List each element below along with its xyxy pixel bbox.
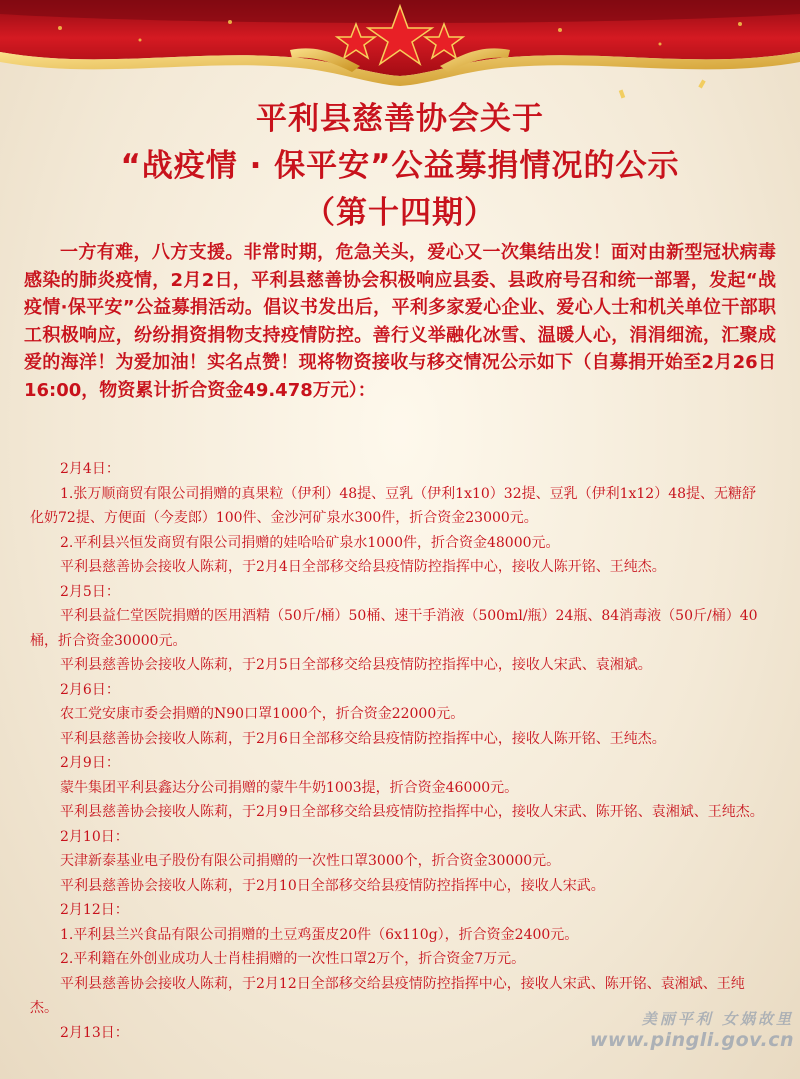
entry-text: 平利县慈善协会接收人陈莉，于2月9日全部移交给县疫情防控指挥中心，接收人宋武、陈开铭、袁湘斌、王纯杰。 (60, 804, 764, 820)
entry-date: 2月12日： (60, 902, 129, 918)
entry-date: 2月5日： (60, 583, 120, 600)
entry-text: 平利县慈善协会接收人陈莉，于2月10日全部移交给县疫情防控指挥中心，接收人宋武。 (60, 877, 605, 894)
intro-paragraph: 一方有难，八方支援。非常时期，危急关头，爱心又一次集结出发！面对由新型冠状病毒感染的肺炎疫情，2月2日，平利县慈善协会积极响应县委、县政府号召和统一部署，发起“战疫情·保平安”公益募捐活动。倡议书发出后，平利多家爱心企业、爱心人士和机关单位干部职工积极响应，纷纷捐资捐物支持疫情防控。善行义举融化冰雪、温暖人心，涓涓细流，汇聚成爱的海洋！为爱加油！实名点赞！现将物资接收与移交情况公示如下（自募捐开始至2月26日16:00，物资累计折合资金49.478万元）： (24, 242, 776, 401)
entry-text: 蒙牛集团平利县鑫达分公司捐赠的蒙牛牛奶1003提，折合资金46000元。 (60, 779, 519, 796)
entry-text: 农工党安康市委会捐赠的N90口罩1000个，折合资金22000元。 (60, 706, 465, 722)
entry-date: 2月4日： (60, 461, 120, 477)
entry-text: 平利县慈善协会接收人陈莉，于2月6日全部移交给县疫情防控指挥中心，接收人陈开铭、王纯杰。 (60, 730, 666, 747)
entry-text: 2.平利县兴恒发商贸有限公司捐赠的娃哈哈矿泉水1000件，折合资金48000元。 (60, 534, 560, 551)
entry-text: 平利县益仁堂医院捐赠的医用酒精（50斤/桶）50桶、速干手消液（500ml/瓶）24瓶、84消毒液（50斤/桶）40桶，折合资金30000元。 (30, 608, 758, 649)
title-line-2: “战疫情 · 保平安”公益募捐情况的公示 (120, 148, 680, 184)
watermark-url: www.pingli.gov.cn (589, 1029, 794, 1051)
watermark-slogan: 美丽平利 女娲故里 (641, 1010, 794, 1028)
notice-title (0, 96, 800, 237)
entry-text: 2.平利籍在外创业成功人士肖桂捐赠的一次性口罩2万个，折合资金7万元。 (60, 951, 526, 967)
entry-date: 2月13日： (60, 1024, 129, 1041)
entry-text: 平利县慈善协会接收人陈莉，于2月4日全部移交给县疫情防控指挥中心，接收人陈开铭、王纯杰。 (60, 559, 666, 575)
entry-date: 2月9日： (60, 755, 120, 771)
title-line-1: 平利县慈善协会关于 (256, 101, 544, 137)
entry-text: 平利县慈善协会接收人陈莉，于2月5日全部移交给县疫情防控指挥中心，接收人宋武、袁湘斌。 (60, 657, 652, 673)
red-ribbon-banner (0, 0, 800, 100)
entry-text: 1.张万顺商贸有限公司捐赠的真果粒（伊利）48提、豆乳（伊利1x10）32提、豆乳（伊利1x12）48提、无糖舒化奶72提、方便面（今麦郎）100件、金沙河矿泉水300件，折合资金23000元。 (30, 485, 757, 526)
entry-date: 2月6日： (60, 681, 120, 698)
entry-text: 1.平利县兰兴食品有限公司捐赠的土豆鸡蛋皮20件（6x110g），折合资金2400元。 (60, 926, 579, 943)
site-watermark (590, 1008, 794, 1051)
title-line-3: （第十四期） (304, 195, 496, 231)
donation-entries (30, 457, 770, 1045)
entry-text: 天津新泰基业电子股份有限公司捐赠的一次性口罩3000个，折合资金30000元。 (60, 853, 561, 869)
entry-text: 平利县慈善协会接收人陈莉，于2月12日全部移交给县疫情防控指挥中心，接收人宋武、陈开铭、袁湘斌、王纯杰。 (30, 975, 745, 1016)
entry-date: 2月10日： (60, 828, 129, 845)
